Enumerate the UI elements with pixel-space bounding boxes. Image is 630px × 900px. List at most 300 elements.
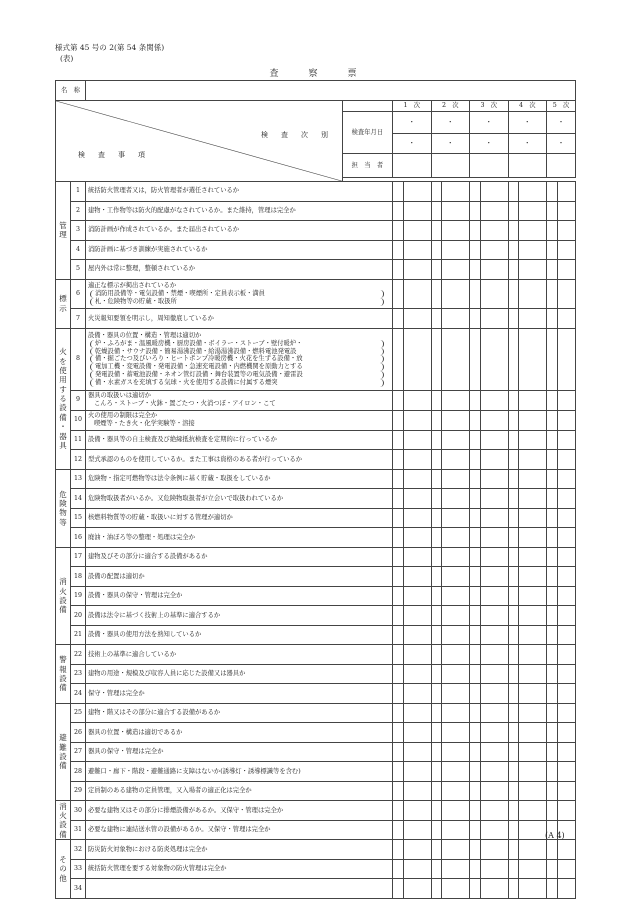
check-note-cell[interactable]	[519, 879, 547, 899]
date-field-2[interactable]: ・	[431, 134, 470, 154]
check-note-cell[interactable]	[557, 450, 575, 470]
check-note-cell[interactable]	[442, 390, 470, 410]
check-mark-cell[interactable]	[393, 221, 404, 241]
check-note-cell[interactable]	[519, 450, 547, 470]
check-mark-cell[interactable]	[431, 820, 442, 840]
check-note-cell[interactable]	[442, 645, 470, 665]
check-note-cell[interactable]	[519, 390, 547, 410]
person-field-2[interactable]	[431, 154, 470, 178]
check-note-cell[interactable]	[403, 606, 431, 626]
check-mark-cell[interactable]	[431, 625, 442, 645]
person-field-3[interactable]	[470, 154, 509, 178]
check-mark-cell[interactable]	[393, 469, 404, 489]
check-note-cell[interactable]	[442, 859, 470, 879]
check-mark-cell[interactable]	[431, 489, 442, 509]
check-mark-cell[interactable]	[508, 664, 519, 684]
check-mark-cell[interactable]	[547, 801, 558, 821]
check-mark-cell[interactable]	[547, 260, 558, 280]
check-note-cell[interactable]	[403, 781, 431, 801]
check-mark-cell[interactable]	[547, 879, 558, 899]
check-note-cell[interactable]	[403, 201, 431, 221]
check-mark-cell[interactable]	[547, 703, 558, 723]
check-note-cell[interactable]	[403, 684, 431, 704]
check-note-cell[interactable]	[557, 182, 575, 202]
check-note-cell[interactable]	[403, 840, 431, 860]
check-mark-cell[interactable]	[547, 279, 558, 309]
check-note-cell[interactable]	[557, 201, 575, 221]
check-note-cell[interactable]	[442, 309, 470, 329]
check-note-cell[interactable]	[557, 879, 575, 899]
check-mark-cell[interactable]	[470, 703, 481, 723]
check-note-cell[interactable]	[480, 781, 508, 801]
check-note-cell[interactable]	[519, 182, 547, 202]
check-mark-cell[interactable]	[470, 762, 481, 782]
check-note-cell[interactable]	[403, 664, 431, 684]
check-note-cell[interactable]	[519, 820, 547, 840]
check-mark-cell[interactable]	[393, 528, 404, 548]
check-mark-cell[interactable]	[547, 410, 558, 430]
check-mark-cell[interactable]	[470, 723, 481, 743]
check-mark-cell[interactable]	[470, 508, 481, 528]
check-mark-cell[interactable]	[470, 547, 481, 567]
date-field-3[interactable]: ・	[470, 134, 509, 154]
check-mark-cell[interactable]	[508, 260, 519, 280]
check-mark-cell[interactable]	[508, 703, 519, 723]
check-mark-cell[interactable]	[431, 469, 442, 489]
date-field-5[interactable]: ・	[547, 112, 576, 134]
check-mark-cell[interactable]	[508, 625, 519, 645]
check-mark-cell[interactable]	[470, 469, 481, 489]
check-mark-cell[interactable]	[393, 684, 404, 704]
check-mark-cell[interactable]	[393, 182, 404, 202]
check-note-cell[interactable]	[519, 586, 547, 606]
check-mark-cell[interactable]	[508, 567, 519, 587]
check-mark-cell[interactable]	[547, 606, 558, 626]
check-note-cell[interactable]	[480, 390, 508, 410]
check-note-cell[interactable]	[519, 489, 547, 509]
check-mark-cell[interactable]	[431, 450, 442, 470]
check-note-cell[interactable]	[480, 279, 508, 309]
check-mark-cell[interactable]	[431, 879, 442, 899]
check-note-cell[interactable]	[480, 469, 508, 489]
check-note-cell[interactable]	[403, 879, 431, 899]
check-mark-cell[interactable]	[508, 801, 519, 821]
check-note-cell[interactable]	[557, 703, 575, 723]
check-mark-cell[interactable]	[547, 309, 558, 329]
check-mark-cell[interactable]	[431, 279, 442, 309]
date-field-1[interactable]: ・	[393, 112, 432, 134]
check-mark-cell[interactable]	[470, 489, 481, 509]
check-note-cell[interactable]	[403, 260, 431, 280]
check-note-cell[interactable]	[403, 547, 431, 567]
check-mark-cell[interactable]	[508, 859, 519, 879]
check-mark-cell[interactable]	[431, 703, 442, 723]
check-note-cell[interactable]	[403, 469, 431, 489]
check-mark-cell[interactable]	[431, 410, 442, 430]
check-mark-cell[interactable]	[470, 879, 481, 899]
check-mark-cell[interactable]	[547, 430, 558, 450]
check-note-cell[interactable]	[480, 410, 508, 430]
check-note-cell[interactable]	[403, 450, 431, 470]
check-note-cell[interactable]	[442, 201, 470, 221]
check-note-cell[interactable]	[557, 547, 575, 567]
check-note-cell[interactable]	[480, 489, 508, 509]
check-mark-cell[interactable]	[431, 645, 442, 665]
check-note-cell[interactable]	[442, 664, 470, 684]
check-mark-cell[interactable]	[508, 547, 519, 567]
check-mark-cell[interactable]	[508, 508, 519, 528]
check-mark-cell[interactable]	[470, 260, 481, 280]
check-mark-cell[interactable]	[470, 309, 481, 329]
check-mark-cell[interactable]	[547, 547, 558, 567]
check-note-cell[interactable]	[480, 840, 508, 860]
date-field-4[interactable]: ・	[508, 112, 547, 134]
check-mark-cell[interactable]	[393, 567, 404, 587]
check-note-cell[interactable]	[442, 762, 470, 782]
check-note-cell[interactable]	[557, 309, 575, 329]
check-mark-cell[interactable]	[508, 328, 519, 390]
check-note-cell[interactable]	[442, 781, 470, 801]
check-note-cell[interactable]	[480, 430, 508, 450]
check-mark-cell[interactable]	[431, 762, 442, 782]
check-mark-cell[interactable]	[508, 240, 519, 260]
check-note-cell[interactable]	[557, 508, 575, 528]
check-mark-cell[interactable]	[431, 684, 442, 704]
check-note-cell[interactable]	[557, 840, 575, 860]
check-mark-cell[interactable]	[431, 309, 442, 329]
check-mark-cell[interactable]	[547, 625, 558, 645]
check-note-cell[interactable]	[403, 489, 431, 509]
check-mark-cell[interactable]	[470, 430, 481, 450]
check-note-cell[interactable]	[519, 606, 547, 626]
check-note-cell[interactable]	[519, 469, 547, 489]
check-note-cell[interactable]	[442, 820, 470, 840]
check-note-cell[interactable]	[403, 586, 431, 606]
check-mark-cell[interactable]	[393, 645, 404, 665]
check-mark-cell[interactable]	[431, 664, 442, 684]
check-mark-cell[interactable]	[431, 201, 442, 221]
check-note-cell[interactable]	[403, 390, 431, 410]
check-mark-cell[interactable]	[470, 781, 481, 801]
name-field[interactable]	[85, 81, 575, 101]
check-mark-cell[interactable]	[431, 240, 442, 260]
check-note-cell[interactable]	[403, 703, 431, 723]
check-mark-cell[interactable]	[547, 182, 558, 202]
check-mark-cell[interactable]	[393, 820, 404, 840]
check-mark-cell[interactable]	[393, 309, 404, 329]
check-mark-cell[interactable]	[470, 410, 481, 430]
check-note-cell[interactable]	[557, 279, 575, 309]
check-mark-cell[interactable]	[508, 684, 519, 704]
check-mark-cell[interactable]	[431, 586, 442, 606]
check-note-cell[interactable]	[557, 625, 575, 645]
check-mark-cell[interactable]	[547, 781, 558, 801]
check-mark-cell[interactable]	[470, 684, 481, 704]
check-note-cell[interactable]	[480, 684, 508, 704]
check-note-cell[interactable]	[403, 240, 431, 260]
check-mark-cell[interactable]	[393, 450, 404, 470]
check-note-cell[interactable]	[480, 859, 508, 879]
check-note-cell[interactable]	[557, 410, 575, 430]
person-field-4[interactable]	[508, 154, 547, 178]
check-note-cell[interactable]	[442, 469, 470, 489]
check-note-cell[interactable]	[442, 221, 470, 241]
check-mark-cell[interactable]	[470, 240, 481, 260]
check-mark-cell[interactable]	[508, 820, 519, 840]
check-note-cell[interactable]	[519, 528, 547, 548]
check-mark-cell[interactable]	[547, 723, 558, 743]
check-mark-cell[interactable]	[470, 528, 481, 548]
check-note-cell[interactable]	[519, 547, 547, 567]
check-mark-cell[interactable]	[393, 240, 404, 260]
check-mark-cell[interactable]	[547, 201, 558, 221]
check-note-cell[interactable]	[557, 260, 575, 280]
check-note-cell[interactable]	[403, 279, 431, 309]
check-mark-cell[interactable]	[393, 703, 404, 723]
check-mark-cell[interactable]	[547, 508, 558, 528]
check-mark-cell[interactable]	[508, 879, 519, 899]
check-note-cell[interactable]	[480, 762, 508, 782]
check-note-cell[interactable]	[403, 645, 431, 665]
check-mark-cell[interactable]	[470, 450, 481, 470]
check-mark-cell[interactable]	[547, 469, 558, 489]
check-mark-cell[interactable]	[508, 840, 519, 860]
check-mark-cell[interactable]	[470, 390, 481, 410]
check-note-cell[interactable]	[557, 567, 575, 587]
check-mark-cell[interactable]	[470, 645, 481, 665]
check-mark-cell[interactable]	[393, 801, 404, 821]
check-mark-cell[interactable]	[431, 528, 442, 548]
check-note-cell[interactable]	[557, 801, 575, 821]
check-mark-cell[interactable]	[431, 801, 442, 821]
check-note-cell[interactable]	[557, 606, 575, 626]
check-note-cell[interactable]	[442, 801, 470, 821]
check-note-cell[interactable]	[519, 762, 547, 782]
check-note-cell[interactable]	[519, 625, 547, 645]
check-note-cell[interactable]	[480, 586, 508, 606]
check-mark-cell[interactable]	[393, 664, 404, 684]
check-mark-cell[interactable]	[393, 430, 404, 450]
check-mark-cell[interactable]	[393, 547, 404, 567]
check-mark-cell[interactable]	[470, 279, 481, 309]
check-mark-cell[interactable]	[431, 723, 442, 743]
check-mark-cell[interactable]	[547, 762, 558, 782]
check-note-cell[interactable]	[480, 547, 508, 567]
check-mark-cell[interactable]	[431, 606, 442, 626]
check-mark-cell[interactable]	[431, 508, 442, 528]
check-note-cell[interactable]	[519, 221, 547, 241]
check-note-cell[interactable]	[557, 528, 575, 548]
check-note-cell[interactable]	[557, 742, 575, 762]
check-mark-cell[interactable]	[470, 606, 481, 626]
check-mark-cell[interactable]	[547, 664, 558, 684]
check-mark-cell[interactable]	[547, 450, 558, 470]
check-mark-cell[interactable]	[508, 221, 519, 241]
check-mark-cell[interactable]	[393, 489, 404, 509]
check-mark-cell[interactable]	[508, 450, 519, 470]
check-note-cell[interactable]	[557, 664, 575, 684]
check-note-cell[interactable]	[442, 260, 470, 280]
check-mark-cell[interactable]	[393, 723, 404, 743]
check-note-cell[interactable]	[403, 723, 431, 743]
check-note-cell[interactable]	[442, 586, 470, 606]
check-note-cell[interactable]	[480, 742, 508, 762]
check-note-cell[interactable]	[557, 645, 575, 665]
check-note-cell[interactable]	[480, 260, 508, 280]
check-mark-cell[interactable]	[508, 742, 519, 762]
check-mark-cell[interactable]	[547, 390, 558, 410]
check-mark-cell[interactable]	[547, 742, 558, 762]
check-mark-cell[interactable]	[547, 684, 558, 704]
check-note-cell[interactable]	[403, 859, 431, 879]
check-note-cell[interactable]	[480, 664, 508, 684]
check-mark-cell[interactable]	[393, 879, 404, 899]
check-mark-cell[interactable]	[547, 221, 558, 241]
check-mark-cell[interactable]	[393, 390, 404, 410]
check-mark-cell[interactable]	[508, 723, 519, 743]
check-note-cell[interactable]	[519, 430, 547, 450]
check-note-cell[interactable]	[442, 684, 470, 704]
check-mark-cell[interactable]	[431, 840, 442, 860]
check-note-cell[interactable]	[557, 762, 575, 782]
check-note-cell[interactable]	[519, 410, 547, 430]
check-note-cell[interactable]	[442, 450, 470, 470]
check-mark-cell[interactable]	[393, 586, 404, 606]
check-mark-cell[interactable]	[393, 279, 404, 309]
check-note-cell[interactable]	[442, 606, 470, 626]
check-mark-cell[interactable]	[393, 328, 404, 390]
check-mark-cell[interactable]	[470, 586, 481, 606]
check-mark-cell[interactable]	[431, 221, 442, 241]
check-note-cell[interactable]	[519, 723, 547, 743]
check-mark-cell[interactable]	[470, 664, 481, 684]
check-mark-cell[interactable]	[508, 469, 519, 489]
check-mark-cell[interactable]	[470, 625, 481, 645]
check-mark-cell[interactable]	[508, 390, 519, 410]
check-note-cell[interactable]	[403, 762, 431, 782]
check-mark-cell[interactable]	[470, 801, 481, 821]
check-note-cell[interactable]	[519, 664, 547, 684]
check-note-cell[interactable]	[557, 781, 575, 801]
check-note-cell[interactable]	[519, 508, 547, 528]
check-mark-cell[interactable]	[470, 328, 481, 390]
check-mark-cell[interactable]	[393, 742, 404, 762]
check-mark-cell[interactable]	[393, 762, 404, 782]
check-mark-cell[interactable]	[508, 586, 519, 606]
check-note-cell[interactable]	[557, 684, 575, 704]
check-note-cell[interactable]	[480, 703, 508, 723]
check-note-cell[interactable]	[480, 820, 508, 840]
check-note-cell[interactable]	[480, 801, 508, 821]
check-mark-cell[interactable]	[547, 645, 558, 665]
check-note-cell[interactable]	[442, 528, 470, 548]
check-note-cell[interactable]	[557, 859, 575, 879]
check-mark-cell[interactable]	[393, 625, 404, 645]
check-mark-cell[interactable]	[470, 567, 481, 587]
check-mark-cell[interactable]	[508, 762, 519, 782]
check-note-cell[interactable]	[519, 279, 547, 309]
check-mark-cell[interactable]	[431, 390, 442, 410]
check-note-cell[interactable]	[403, 820, 431, 840]
check-note-cell[interactable]	[519, 201, 547, 221]
check-note-cell[interactable]	[480, 528, 508, 548]
check-note-cell[interactable]	[557, 723, 575, 743]
check-note-cell[interactable]	[480, 567, 508, 587]
check-mark-cell[interactable]	[470, 859, 481, 879]
check-note-cell[interactable]	[480, 508, 508, 528]
check-note-cell[interactable]	[442, 840, 470, 860]
check-mark-cell[interactable]	[431, 742, 442, 762]
date-field-4[interactable]: ・	[508, 134, 547, 154]
check-mark-cell[interactable]	[508, 201, 519, 221]
check-note-cell[interactable]	[519, 859, 547, 879]
check-mark-cell[interactable]	[470, 182, 481, 202]
check-note-cell[interactable]	[403, 801, 431, 821]
check-note-cell[interactable]	[403, 742, 431, 762]
check-note-cell[interactable]	[519, 801, 547, 821]
check-note-cell[interactable]	[442, 430, 470, 450]
check-note-cell[interactable]	[480, 625, 508, 645]
person-field-5[interactable]	[547, 154, 576, 178]
check-mark-cell[interactable]	[393, 201, 404, 221]
check-mark-cell[interactable]	[431, 430, 442, 450]
check-mark-cell[interactable]	[431, 328, 442, 390]
check-note-cell[interactable]	[442, 489, 470, 509]
check-note-cell[interactable]	[557, 489, 575, 509]
check-note-cell[interactable]	[519, 703, 547, 723]
check-note-cell[interactable]	[442, 625, 470, 645]
check-note-cell[interactable]	[480, 201, 508, 221]
check-note-cell[interactable]	[403, 528, 431, 548]
check-mark-cell[interactable]	[508, 489, 519, 509]
check-note-cell[interactable]	[442, 547, 470, 567]
check-note-cell[interactable]	[403, 410, 431, 430]
check-note-cell[interactable]	[519, 684, 547, 704]
check-note-cell[interactable]	[519, 328, 547, 390]
date-field-1[interactable]: ・	[393, 134, 432, 154]
check-note-cell[interactable]	[403, 309, 431, 329]
check-mark-cell[interactable]	[547, 240, 558, 260]
check-note-cell[interactable]	[442, 279, 470, 309]
check-note-cell[interactable]	[480, 328, 508, 390]
check-mark-cell[interactable]	[393, 508, 404, 528]
check-mark-cell[interactable]	[508, 430, 519, 450]
check-note-cell[interactable]	[519, 567, 547, 587]
check-mark-cell[interactable]	[470, 221, 481, 241]
check-note-cell[interactable]	[519, 260, 547, 280]
check-note-cell[interactable]	[442, 879, 470, 899]
check-note-cell[interactable]	[403, 625, 431, 645]
check-mark-cell[interactable]	[508, 410, 519, 430]
check-mark-cell[interactable]	[508, 645, 519, 665]
check-mark-cell[interactable]	[393, 781, 404, 801]
check-note-cell[interactable]	[442, 703, 470, 723]
check-mark-cell[interactable]	[547, 567, 558, 587]
check-note-cell[interactable]	[442, 328, 470, 390]
check-mark-cell[interactable]	[393, 410, 404, 430]
check-note-cell[interactable]	[480, 182, 508, 202]
check-mark-cell[interactable]	[431, 567, 442, 587]
check-note-cell[interactable]	[442, 508, 470, 528]
check-note-cell[interactable]	[519, 309, 547, 329]
check-note-cell[interactable]	[403, 328, 431, 390]
check-note-cell[interactable]	[480, 606, 508, 626]
check-note-cell[interactable]	[403, 430, 431, 450]
check-mark-cell[interactable]	[547, 489, 558, 509]
check-mark-cell[interactable]	[508, 279, 519, 309]
check-note-cell[interactable]	[403, 508, 431, 528]
check-note-cell[interactable]	[480, 309, 508, 329]
